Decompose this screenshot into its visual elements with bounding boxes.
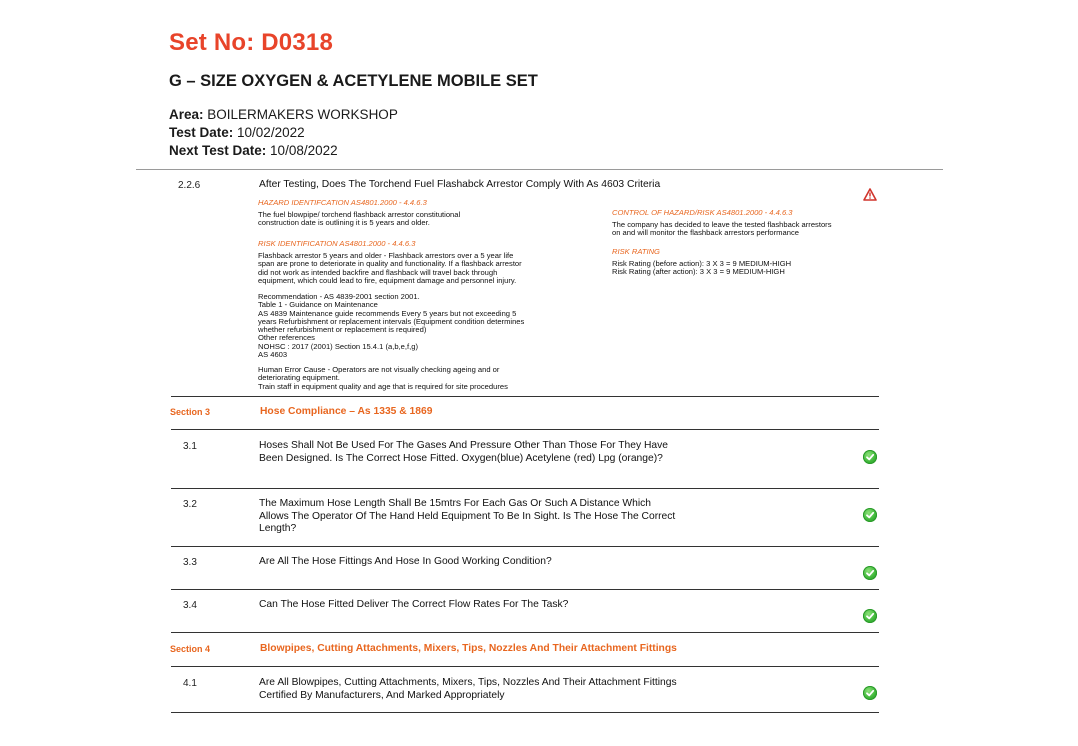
row-divider xyxy=(171,589,879,590)
test-date-line xyxy=(169,125,305,140)
row-divider xyxy=(171,429,879,430)
item-question: Can The Hose Fitted Deliver The Correct Flow Rates For The Task? xyxy=(259,599,569,610)
recommendation-text: Recommendation - AS 4839-2001 section 2001. Table 1 - Guidance on Maintenance AS 4839 Maintenance guide recommends Every 5 years but not exceeding 5 years Refurbishment or replacement intervals (Equipment condition determines whether refurbishment or replacement is required) Other references NOHSC : 2017 (2001) Section 15.4.1 (a,b,e,f,g) AS 4603 xyxy=(258,292,525,360)
warning-icon xyxy=(863,188,877,201)
next-test-date-line xyxy=(169,143,338,158)
check-icon xyxy=(863,686,877,700)
row-divider xyxy=(171,488,879,489)
item-number: 2.2.6 xyxy=(178,180,201,191)
check-icon xyxy=(863,450,877,464)
test-date-value: 10/02/2022 xyxy=(237,125,305,140)
risk-rating-text: Risk Rating (before action): 3 X 3 = 9 MEDIUM-HIGH Risk Rating (after action): 3 X 3 = 9 MEDIUM-HIGH xyxy=(612,259,792,277)
row-divider xyxy=(171,666,879,667)
item-question: After Testing, Does The Torchend Fuel Flashabck Arrestor Comply With As 4603 Criteria xyxy=(259,179,661,190)
area-value: BOILERMAKERS WORKSHOP xyxy=(207,107,398,122)
control-text: The company has decided to leave the tested flashback arrestors on and will monitor the flashback arrestors performance xyxy=(612,220,832,238)
area-label: Area: xyxy=(169,107,204,122)
check-icon xyxy=(863,566,877,580)
check-icon xyxy=(863,609,877,623)
next-test-date-value: 10/08/2022 xyxy=(270,143,338,158)
risk-text: Flashback arrestor 5 years and older - Flashback arrestors over a 5 year life span are prone to deteriorate in quality and functionality. If a flashback arrestor did not work as intended backfire and flashback will travel back through equipment, which could lead to fire, equipment damage and personnel injury. xyxy=(258,251,522,285)
human-error-text: Human Error Cause - Operators are not visually checking ageing and or deteriorating equipment. Train staff in equipment quality and age that is required for site procedures xyxy=(258,365,508,391)
item-question: Are All Blowpipes, Cutting Attachments, Mixers, Tips, Nozzles And Their Attachment Fittings Certified By Manufacturers, And Marked Appropriately xyxy=(259,677,677,701)
item-question: Are All The Hose Fittings And Hose In Good Working Condition? xyxy=(259,556,552,567)
area-line xyxy=(169,107,398,122)
section-label: Section 4 xyxy=(170,644,211,654)
row-divider xyxy=(171,712,879,713)
control-heading: CONTROL OF HAZARD/RISK AS4801.2000 - 4.4.6.3 xyxy=(612,208,793,217)
row-divider xyxy=(171,396,879,397)
item-number: 3.2 xyxy=(183,499,197,510)
risk-rating-heading: RISK RATING xyxy=(612,247,660,256)
header-divider xyxy=(136,169,943,170)
section-label: Section 3 xyxy=(170,407,211,417)
row-divider xyxy=(171,546,879,547)
set-number: Set No: D0318 xyxy=(169,29,333,56)
item-number: 3.4 xyxy=(183,600,197,611)
risk-heading: RISK IDENTIFICATION AS4801.2000 - 4.4.6.3 xyxy=(258,239,416,248)
document-title: G – SIZE OXYGEN & ACETYLENE MOBILE SET xyxy=(169,72,538,90)
row-divider xyxy=(171,632,879,633)
hazard-text: The fuel blowpipe/ torchend flashback arrestor constitutional construction date is outlining it is 5 years and older. xyxy=(258,210,461,228)
item-number: 4.1 xyxy=(183,678,197,689)
section-title: Blowpipes, Cutting Attachments, Mixers, Tips, Nozzles And Their Attachment Fittings xyxy=(260,643,677,654)
item-question: Hoses Shall Not Be Used For The Gases And Pressure Other Than Those For They Have Been Designed. Is The Correct Hose Fitted. Oxygen(blue) Acetylene (red) Lpg (orange)? xyxy=(259,440,669,464)
item-number: 3.3 xyxy=(183,557,197,568)
hazard-heading: HAZARD IDENTIFCATION AS4801.2000 - 4.4.6.3 xyxy=(258,198,427,207)
test-date-label: Test Date: xyxy=(169,125,234,140)
check-icon xyxy=(863,508,877,522)
section-title: Hose Compliance – As 1335 & 1869 xyxy=(260,406,433,417)
next-test-date-label: Next Test Date: xyxy=(169,143,267,158)
item-number: 3.1 xyxy=(183,441,197,452)
item-question: The Maximum Hose Length Shall Be 15mtrs For Each Gas Or Such A Distance Which Allows The Operator Of The Hand Held Equipment To Be In Sight. Is The Hose The Correct Length? xyxy=(259,498,676,534)
